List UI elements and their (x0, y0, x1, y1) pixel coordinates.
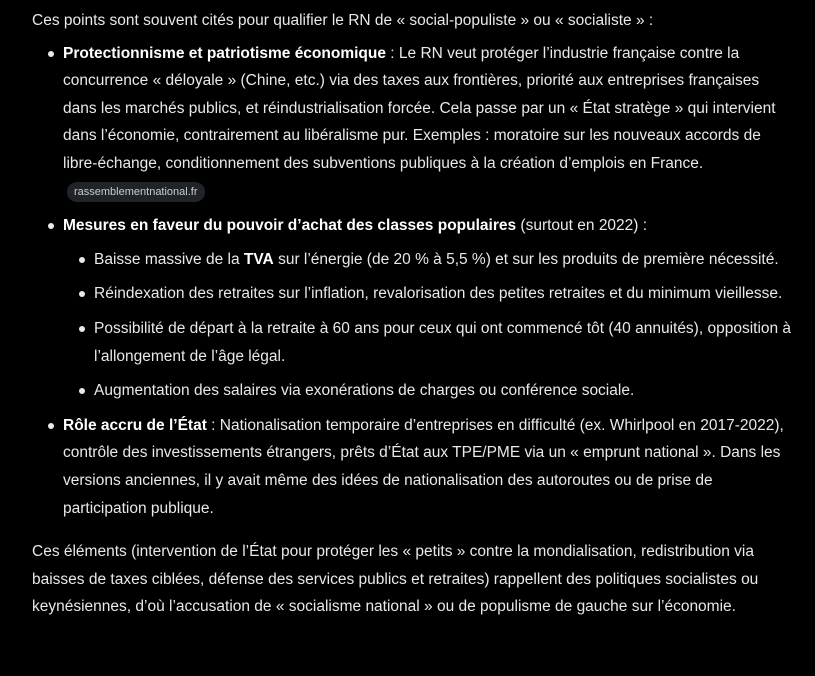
sub-item-text: sur l’énergie (de 20 % à 5,5 %) et sur les produits de première nécessité. (273, 250, 779, 268)
bullet-title: Rôle accru de l’État (63, 416, 207, 434)
bullet-text: : Le RN veut protéger l’industrie française contre la concurrence « déloyale » (Chine, etc.) via des taxes aux frontières, priorité aux entreprises françaises dans les marchés publics, et réindustrialisation forcée. Cela passe par un « État stratège » qui intervient dans l’économie, contrairement au libéralisme pur. Exemples : moratoire sur les nouveaux accords de libre-échange, conditionnement des subventions publiques à la création d’emplois en France. (63, 44, 776, 172)
sub-item-text: Baisse massive de la (94, 250, 244, 268)
intro-paragraph: Ces points sont souvent cités pour qualifier le RN de « social-populiste » ou « socialiste » : (32, 12, 654, 29)
sub-list-item (63, 280, 795, 308)
source-link-chip[interactable]: rassemblementnational.fr (67, 182, 205, 202)
sub-list-item (63, 246, 795, 274)
sub-list-item (63, 377, 795, 405)
list-item (32, 212, 795, 405)
bullet-list (32, 40, 795, 523)
sub-item-text: Augmentation des salaires via exonérations de charges ou conférence sociale. (94, 382, 635, 400)
bullet-text: : Nationalisation temporaire d’entreprises en difficulté (ex. Whirlpool en 2017-2022), contrôle des investissements étrangers, prêts d’État aux TPE/PME via un « emprunt national ». Dans les versions anciennes, il y avait même des idées de nationalisation des autoroutes ou de prise de participation publique. (63, 416, 784, 517)
bullet-text: (surtout en 2022) : (516, 217, 648, 235)
sub-item-text: Possibilité de départ à la retraite à 60 ans pour ceux qui ont commencé tôt (40 annuités), opposition à l’allongement de l’âge légal. (94, 319, 792, 365)
sub-bullet-list (63, 246, 795, 405)
outro-paragraph: Ces éléments (intervention de l’État pour protéger les « petits » contre la mondialisation, redistribution via baisses de taxes ciblées, défense des services publics et retraites) rappellent des politiques socialistes ou keynésiennes, d’où l’accusation de « socialisme national » ou de populisme de gauche sur l’économie. (32, 543, 759, 616)
sub-item-bold: TVA (243, 250, 274, 268)
sub-item-text: Réindexation des retraites sur l’inflation, revalorisation des petites retraites et du minimum vieillesse. (94, 285, 783, 303)
list-item (32, 40, 795, 206)
sub-list-item (63, 315, 795, 370)
list-item (32, 412, 795, 522)
bullet-title: Protectionnisme et patriotisme économique (63, 44, 386, 62)
bullet-title: Mesures en faveur du pouvoir d’achat des classes populaires (63, 217, 517, 235)
